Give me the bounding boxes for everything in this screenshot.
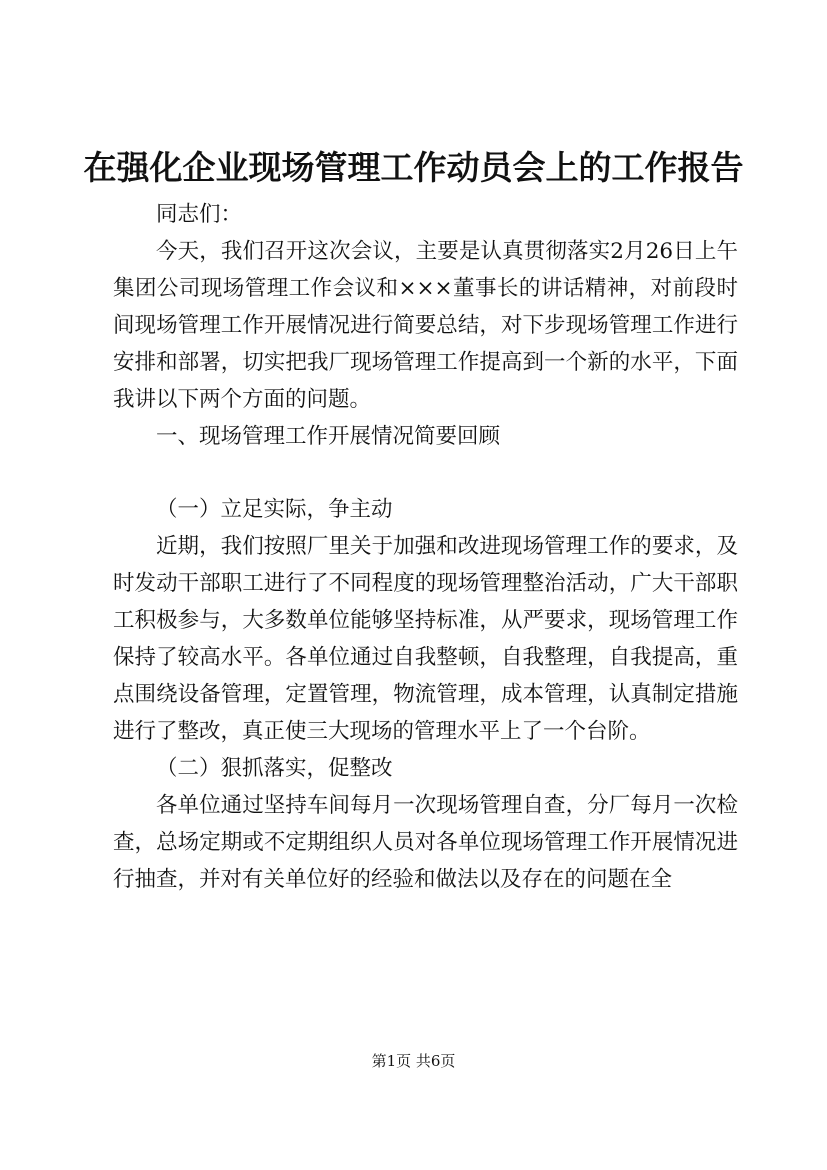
document-body — [113, 196, 738, 898]
section-heading: 一、现场管理工作开展情况简要回顾 — [156, 424, 501, 449]
subsection-heading-1: （一）立足实际，争主动 — [156, 497, 393, 522]
subsection-paragraph-2: 各单位通过坚持车间每月一次现场管理自查，分厂每月一次检查，总场定期或不定期组织人员对各单位现场管理工作开展情况进行抽查，并对有关单位好的经验和做法以及存在的问题在全 — [113, 793, 738, 892]
subsection-paragraph-1: 近期，我们按照厂里关于加强和改进现场管理工作的要求，及时发动干部职工进行了不同程度的现场管理整治活动，广大干部职工积极参与，大多数单位能够坚持标准，从严要求，现场管理工作保持了较高水平。各单位通过自我整顿，自我整理，自我提高，重点围绕设备管理，定置管理，物流管理，成本管理，认真制定措施进行了整改，真正使三大现场的管理水平上了一个台阶。 — [113, 534, 738, 744]
document-title: 在强化企业现场管理工作动员会上的工作报告 — [83, 148, 744, 187]
spacer — [113, 455, 738, 491]
salutation: 同志们： — [156, 202, 243, 227]
intro-paragraph: 今天，我们召开这次会议，主要是认真贯彻落实2月26日上午集团公司现场管理工作会议和×××董事长的讲话精神，对前段时间现场管理工作开展情况进行简要总结，对下步现场管理工作进行安排和部署，切实把我厂现场管理工作提高到一个新的水平，下面我讲以下两个方面的问题。 — [113, 239, 738, 412]
subsection-heading-2: （二）狠抓落实，促整改 — [156, 756, 393, 781]
page-footer: 第1页 共6页 — [371, 1052, 456, 1070]
